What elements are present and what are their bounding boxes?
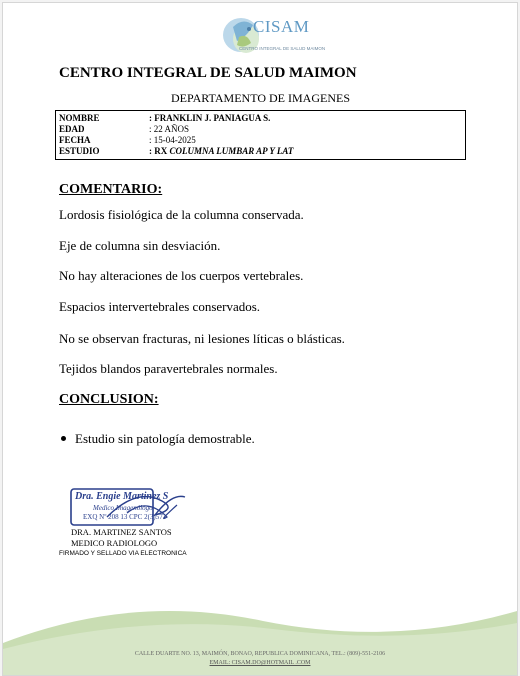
- logo-subtitle: CENTRO INTEGRAL DE SALUD MAIMON: [239, 46, 326, 51]
- patient-study-value: [149, 146, 293, 156]
- finding-item: Tejidos blandos paravertebrales normales.: [59, 361, 278, 376]
- signer-name: DRA. MARTINEZ SANTOS: [71, 527, 172, 537]
- stamp-doctor-name: Dra. Engie Martinez S: [75, 491, 169, 502]
- patient-study-prefix: : RX: [149, 146, 170, 156]
- finding-item: Lordosis fisiológica de la columna conservada.: [59, 207, 304, 222]
- patient-study-label: ESTUDIO: [59, 146, 100, 156]
- footer-email-link[interactable]: EMAIL: CISAM.DO@HOTMAIL .COM: [209, 660, 311, 666]
- conclusion-heading: CONCLUSION:: [59, 392, 159, 407]
- center-title: CENTRO INTEGRAL DE SALUD MAIMON: [59, 65, 357, 81]
- patient-info-box: [55, 110, 466, 160]
- stamp-doctor-role: Medico Imagenólogo: [93, 504, 153, 512]
- stamp-exequatur: EXQ Nº 208 13 CPC 2(3)57: [83, 513, 163, 521]
- patient-date-label: FECHA: [59, 135, 91, 145]
- conclusion-item-text: Estudio sin patología demostrable.: [75, 431, 255, 446]
- patient-study-name: COLUMNA LUMBAR AP Y LAT: [169, 146, 294, 156]
- logo-name: CISAM: [253, 17, 310, 36]
- finding-item: No hay alteraciones de los cuerpos vertebrales.: [59, 268, 304, 283]
- patient-age-label: EDAD: [59, 124, 85, 134]
- finding-item: Espacios intervertebrales conservados.: [59, 299, 261, 314]
- patient-date-value: : 15-04-2025: [149, 135, 196, 145]
- signature-note: FIRMADO Y SELLADO VIA ELECTRONICA: [59, 550, 187, 557]
- department-title: DEPARTAMENTO DE IMAGENES: [171, 91, 350, 105]
- footer-address: CALLE DUARTE NO. 13, MAIMÓN, BONAO, REPUBLICA DOMINICANA, TEL.: (809)-551-2106: [134, 651, 386, 657]
- finding-item: No se observan fracturas, ni lesiones líticas o blásticas.: [59, 331, 345, 346]
- conclusion-item: [75, 431, 255, 447]
- patient-name-label: NOMBRE: [59, 113, 100, 123]
- report-page: [2, 2, 518, 676]
- bullet-icon: [61, 436, 66, 441]
- comentario-heading: COMENTARIO:: [59, 182, 163, 197]
- signer-title: MEDICO RADIOLOGO: [71, 538, 158, 548]
- patient-name-value: : FRANKLIN J. PANIAGUA S.: [149, 113, 271, 123]
- patient-age-value: : 22 AÑOS: [149, 124, 190, 134]
- finding-item: Eje de columna sin desviación.: [59, 238, 221, 253]
